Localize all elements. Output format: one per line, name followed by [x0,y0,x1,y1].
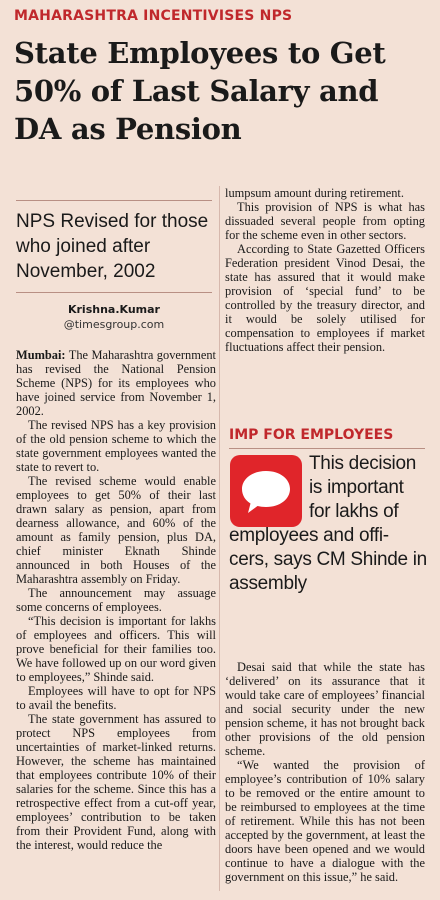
paragraph: “This decision is important for lakhs of employees and officers. This will prove beneficial for their families too. We have followed up on our word given to employees,” Shinde said. [16,614,216,684]
pull-quote [229,452,429,596]
subhead-top-rule [16,200,212,201]
headline-line-1: State Employees to Get [14,36,386,70]
paragraph [16,348,216,418]
pull-quote-line: This decision [309,453,416,474]
article-right-column-top [225,186,425,354]
subhead-bottom-rule [16,292,212,293]
headline-line-2: 50% of Last Salary and [14,74,379,108]
pull-quote-line: employees and offi- [229,525,389,546]
paragraph: Employees will have to opt for NPS to avail the benefits. [16,684,216,712]
kicker: MAHARASHTRA INCENTIVISES NPS [14,8,293,24]
paragraph: The state government has assured to protect NPS employees from uncertainties of market-linked returns. However, the scheme has maintained that employees contribute 10% of their salaries for the scheme. Since this has a retrospective effect from a cut-off year, employees’ contribution to be taken from their Provident Fund, along with the interest, would reduce the [16,712,216,852]
paragraph: The revised scheme would enable employees to get 50% of their last drawn salary as pension, apart from dearness allowance, and 60% of the amount as family pension, plus DA, chief minister Eknath Shinde announced in both Houses of the Maharashtra assembly on Friday. [16,474,216,586]
paragraph: lumpsum amount during retirement. [225,186,404,200]
paragraph: The revised NPS has a key provision of the old pension scheme to which the state government employees wanted the state to revert to. [16,418,216,474]
pull-quote-line: assembly [229,573,307,594]
headline-line-3: DA as Pension [14,112,242,146]
dateline: Mumbai: [16,348,66,362]
paragraph: This provision of NPS is what has dissuaded several people from opting for the scheme even in other sectors. [225,200,425,242]
imp-box-label: IMP FOR EMPLOYEES [229,427,394,443]
article-right-column-bottom [225,660,425,884]
paragraph: “We wanted the provision of employee’s contribution of 10% salary to be removed or the entire amount to be reimbursed to employees at the time of retirement. While this has not been accepted by the government, at least the doors have been opened and we would continue to have a dialogue with the government on this issue,” he said. [225,758,425,884]
pull-quote-line: is important [309,477,404,498]
headline [14,34,434,148]
paragraph: According to State Gazetted Officers Federation president Vinod Desai, the state has assured that it would make provision of ‘special fund’ to be controlled by the treasury director, and it would be solely utilised for compensation to employees if market fluctuations affect their pension. [225,242,425,354]
imp-box-rule [229,448,425,449]
pull-quote-line: cers, says CM Shinde in [229,549,427,570]
column-divider [219,186,220,891]
paragraph-text: The Maharashtra government has revised the National Pension Scheme (NPS) for its employees who have joined service from November 1, 2002. [16,348,216,418]
subhead: NPS Revised for those who joined after November, 2002 [16,211,209,282]
byline-email: @timesgroup.com [63,318,165,331]
byline-name: Krishna.Kumar [67,303,160,316]
pull-quote-line: for lakhs of [309,501,399,522]
article-left-column [16,348,216,852]
paragraph: The announcement may assuage some concerns of employees. [16,586,216,614]
paragraph: Desai said that while the state has ‘delivered’ on its assurance that it would take care of employees’ financial and social security under the new pension scheme, it has not brought back other provisions of the old pension scheme. [225,660,425,758]
